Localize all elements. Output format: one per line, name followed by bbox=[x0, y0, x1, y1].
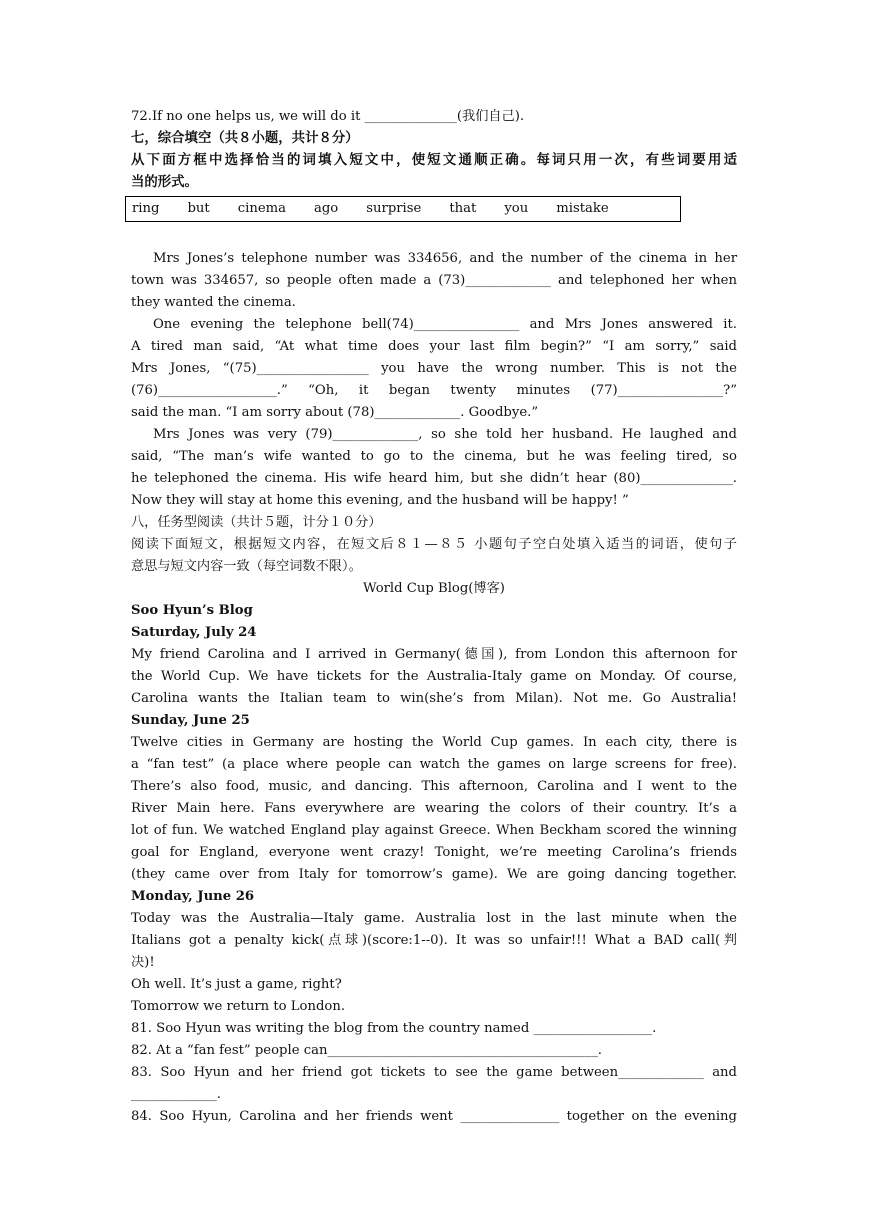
entry-line: Italians got a penalty kick(点球)(score:1--0). It was so unfair!!! What a BAD call(判 bbox=[131, 933, 737, 948]
passage-line: A tired man said, “At what time does your last film begin?” “I am sorry,” said bbox=[131, 339, 737, 354]
word-bank-item: ring bbox=[132, 201, 160, 216]
entry-line: River Main here. Fans everywhere are wearing the colors of their country. It’s a bbox=[131, 801, 737, 816]
entry-line: Oh well. It’s just a game, right? bbox=[131, 977, 342, 992]
entry-line: Today was the Australia—Italy game. Australia lost in the last minute when the bbox=[131, 911, 737, 926]
passage-line: town was 334657, so people often made a (73)_____________ and telephoned her when bbox=[131, 273, 737, 288]
passage-line: (76)__________________.” “Oh, it began twenty minutes (77)________________?” bbox=[131, 383, 737, 398]
section-7-instruction-2: 当的形式。 bbox=[131, 175, 198, 190]
section-7-instruction-1: 从下面方框中选择恰当的词填入短文中，使短文通顺正确。每词只用一次，有些词要用适 bbox=[131, 153, 737, 168]
word-bank-item: mistake bbox=[556, 201, 609, 216]
entry-line: the World Cup. We have tickets for the Australia-Italy game on Monday. Of course, bbox=[131, 669, 737, 684]
word-bank-item: cinema bbox=[237, 201, 286, 216]
passage-line: One evening the telephone bell(74)________________ and Mrs Jones answered it. bbox=[153, 317, 737, 332]
question-82: 82. At a “fan fest” people can_________________________________________. bbox=[131, 1043, 602, 1058]
word-bank-item: you bbox=[504, 201, 529, 216]
passage-line: said, “The man’s wife wanted to go to the cinema, but he was feeling tired, so bbox=[131, 449, 737, 464]
question-81: 81. Soo Hyun was writing the blog from the country named __________________. bbox=[131, 1021, 657, 1036]
blog-name: Soo Hyun’s Blog bbox=[131, 603, 253, 618]
passage-line: he telephoned the cinema. His wife heard him, but she didn’t hear (80)______________. bbox=[131, 471, 737, 486]
entry-line: (they came over from Italy for tomorrow’s game). We are going dancing together. bbox=[131, 867, 737, 882]
entry-line: lot of fun. We watched England play against Greece. When Beckham scored the winning bbox=[131, 823, 737, 838]
passage-line: said the man. “I am sorry about (78)_____________. Goodbye.” bbox=[131, 405, 539, 420]
passage-line: Mrs Jones, “(75)_________________ you have the wrong number. This is not the bbox=[131, 361, 737, 376]
entry-line: Twelve cities in Germany are hosting the World Cup games. In each city, there is bbox=[131, 735, 737, 750]
passage-line: Mrs Jones’s telephone number was 334656, and the number of the cinema in her bbox=[153, 251, 737, 266]
entry-line: goal for England, everyone went crazy! Tonight, we’re meeting Carolina’s friends bbox=[131, 845, 737, 860]
passage-line: Mrs Jones was very (79)_____________, so she told her husband. He laughed and bbox=[153, 427, 737, 442]
word-bank-item: that bbox=[449, 201, 477, 216]
entry-line: a “fan test” (a place where people can watch the games on large screens for free). bbox=[131, 757, 737, 772]
blog-entry bbox=[131, 710, 737, 886]
question-83-cont: _____________. bbox=[131, 1087, 221, 1102]
section-8-instruction-1: 阅读下面短文，根据短文内容，在短文后８１—８５ 小题句子空白处填入适当的词语，使句子 bbox=[131, 537, 737, 552]
word-bank-item: but bbox=[187, 201, 210, 216]
entry-date: Saturday, July 24 bbox=[131, 625, 257, 640]
word-bank-item: ago bbox=[314, 201, 339, 216]
section-8-heading: 八，任务型阅读（共计５题，计分１０分） bbox=[131, 515, 382, 530]
passage-line: they wanted the cinema. bbox=[131, 295, 296, 310]
word-bank-item: surprise bbox=[366, 201, 422, 216]
exam-page bbox=[131, 106, 737, 1128]
section-8-instruction-2: 意思与短文内容一致（每空词数不限）。 bbox=[131, 559, 362, 574]
question-list bbox=[131, 1018, 737, 1128]
word-bank-box bbox=[125, 196, 681, 222]
blog-entry bbox=[131, 622, 737, 710]
entry-line: There’s also food, music, and dancing. This afternoon, Carolina and I went to the bbox=[131, 779, 737, 794]
question-83: 83. Soo Hyun and her friend got tickets to see the game between_____________ and bbox=[131, 1065, 737, 1080]
entry-line: 决)! bbox=[131, 955, 155, 970]
blog-title: World Cup Blog(博客) bbox=[363, 581, 505, 596]
entry-line: Tomorrow we return to London. bbox=[131, 999, 346, 1014]
question-84: 84. Soo Hyun, Carolina and her friends went _______________ together on the evening bbox=[131, 1109, 737, 1124]
cloze-passage bbox=[131, 248, 737, 512]
entry-date: Monday, June 26 bbox=[131, 889, 255, 904]
passage-line: Now they will stay at home this evening, and the husband will be happy! ” bbox=[131, 493, 629, 508]
question-72: 72.If no one helps us, we will do it ______________(我们自己). bbox=[131, 109, 525, 124]
entry-date: Sunday, June 25 bbox=[131, 713, 250, 728]
entry-line: My friend Carolina and I arrived in Germany(德国), from London this afternoon for bbox=[131, 647, 737, 662]
section-7-heading: 七，综合填空（共８小题，共计８分） bbox=[131, 131, 359, 146]
blog-entry bbox=[131, 886, 737, 1018]
entry-line: Carolina wants the Italian team to win(she’s from Milan). Not me. Go Australia! bbox=[131, 691, 737, 706]
